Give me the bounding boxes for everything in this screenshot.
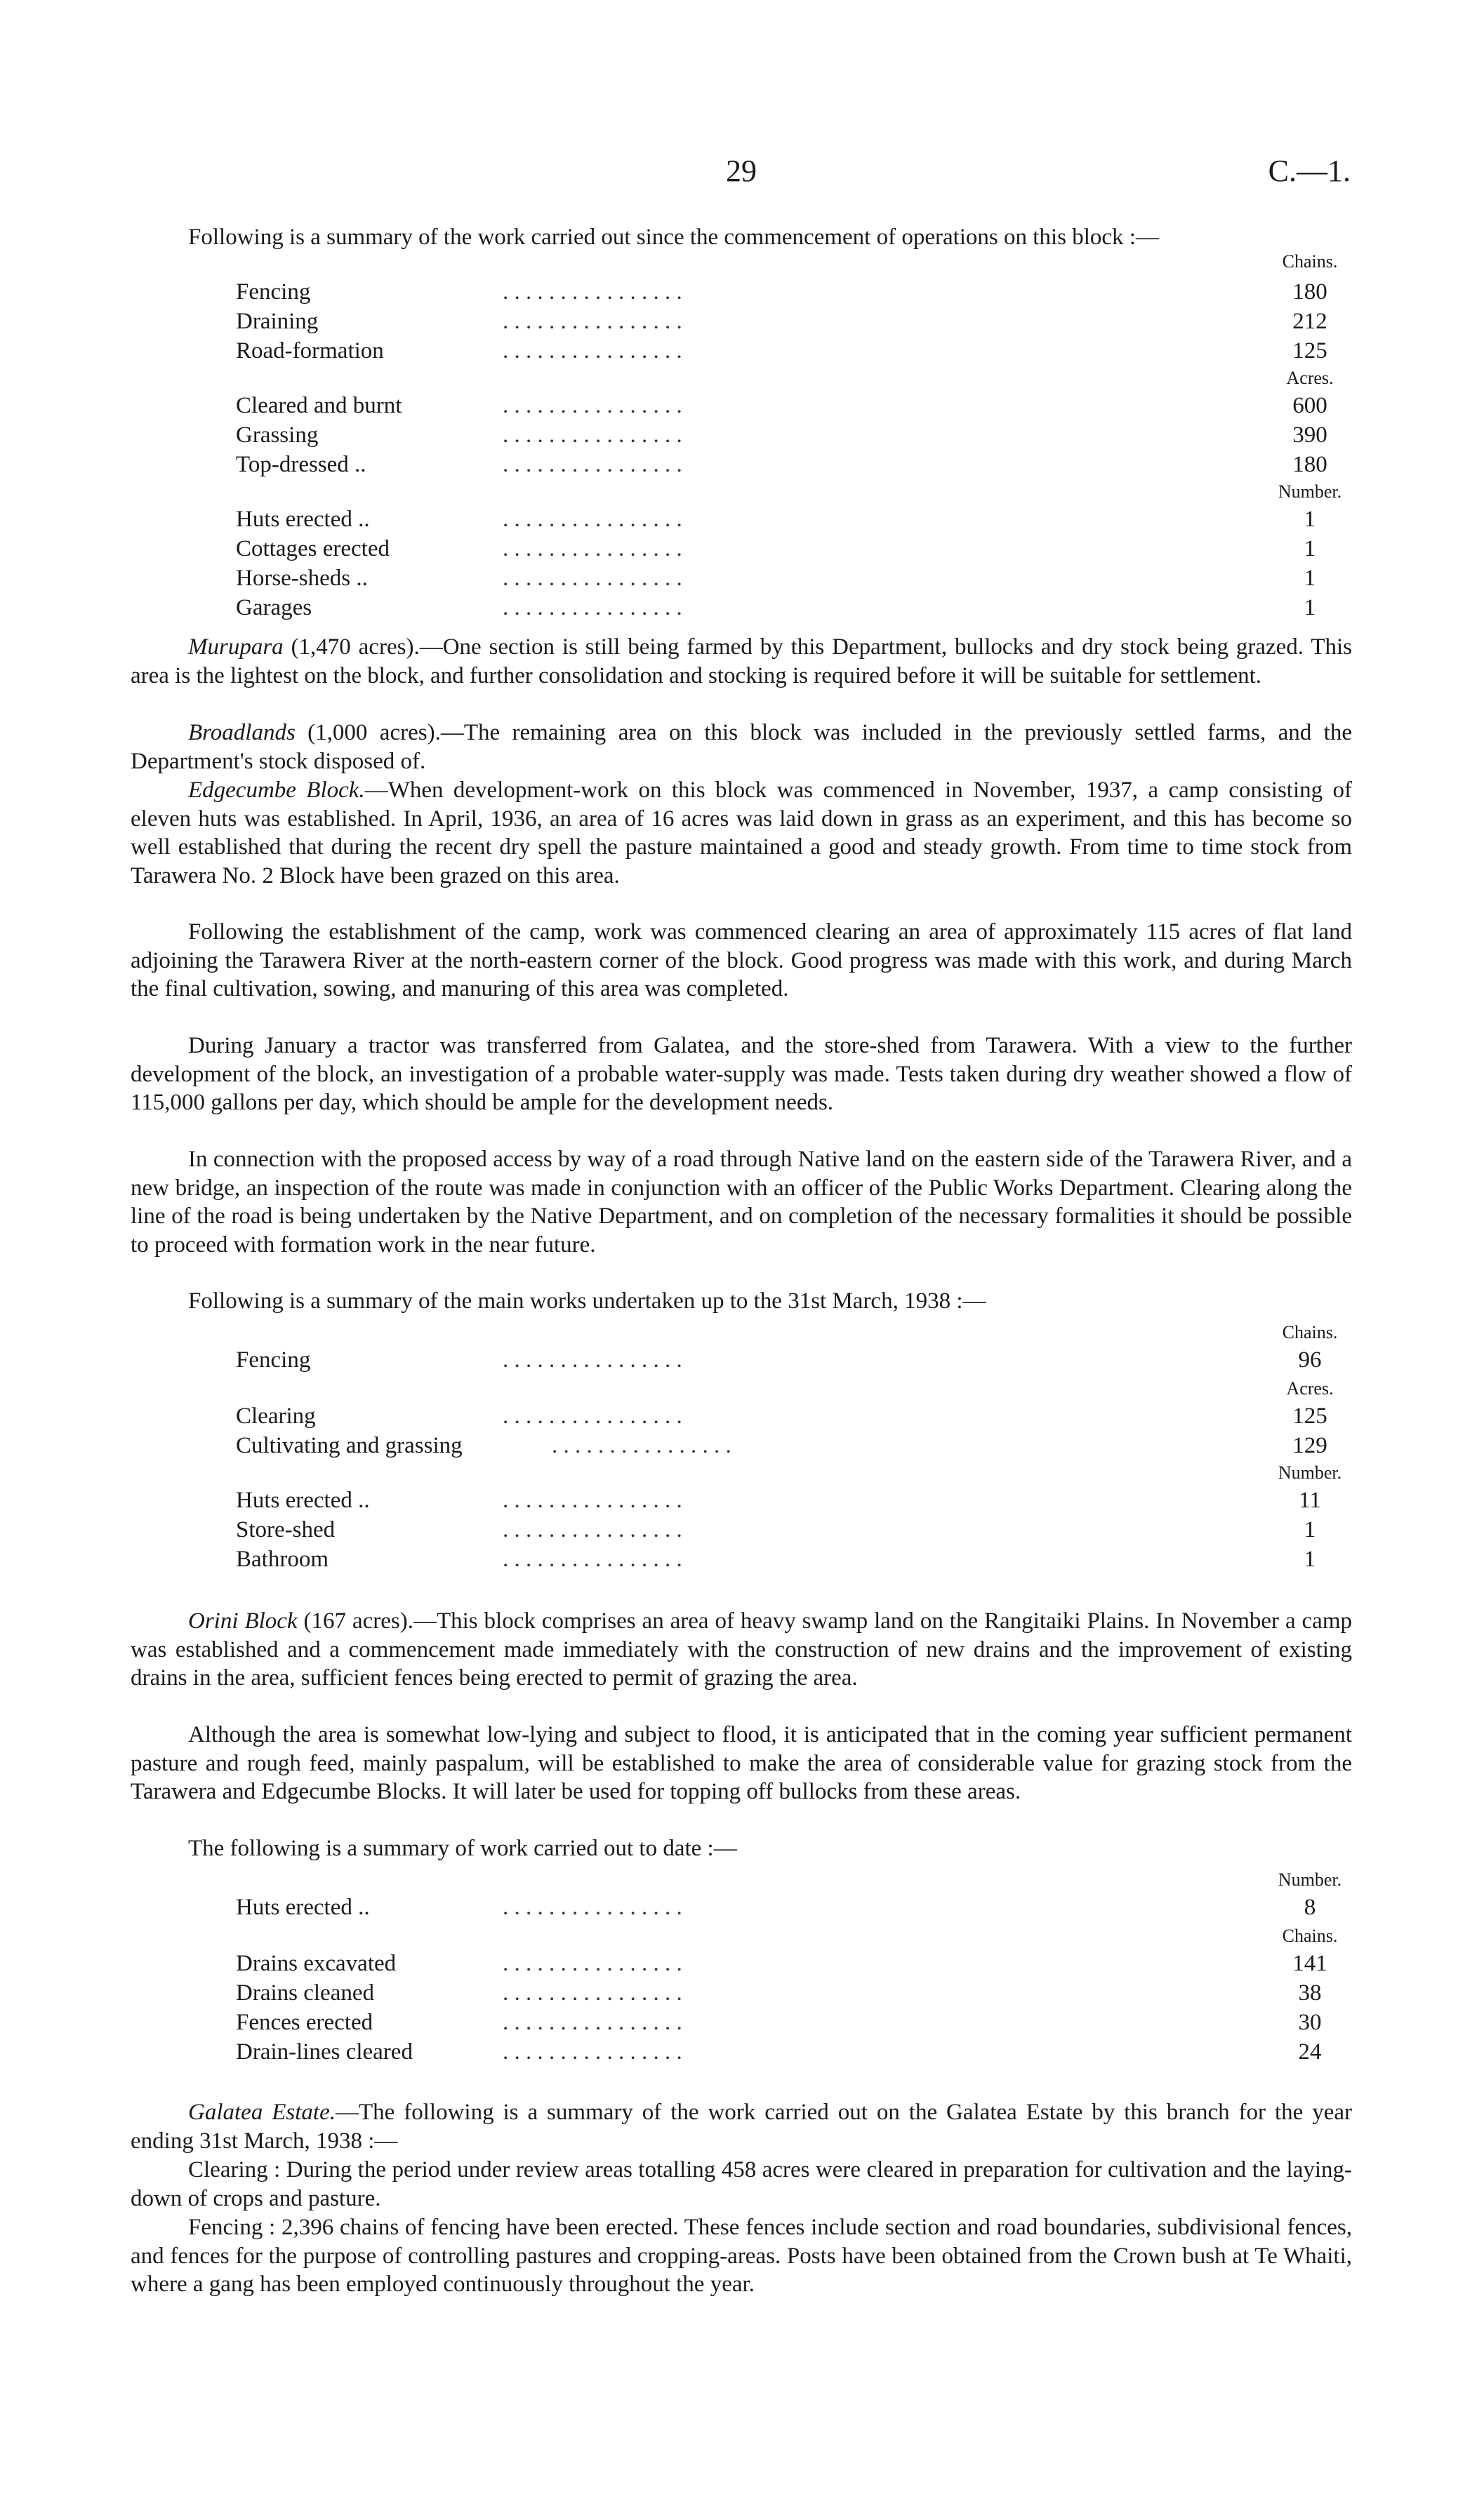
table-row: Grassing . . . . . . . . . . . . . . . . 390 — [236, 422, 1327, 448]
edgecumbe-paragraph-3: During January a tractor was transferred from Galatea, and the store-shed from Tarawera. With a view to the further development of the block, an investigation of a probable water-supply was made. Tests taken during dry weather showed a flow of 115,000 gallons per day, which should be ample for the development needs. — [131, 1033, 1352, 1115]
unit-header: Acres. — [1286, 368, 1334, 388]
orini-paragraph-1: Orini Block (167 acres).—This block comprises an area of heavy swamp land on the Rangitaiki Plains. In November a camp was established and a commencement made immediately with the construction of new drains and the improvement of existing drains in the area, sufficient fences being erected to permit of grazing the area. — [131, 1608, 1352, 1691]
unit-header: Chains. — [1282, 1322, 1338, 1342]
orini-paragraph-3: The following is a summary of work carried out to date :— — [188, 1836, 737, 1861]
table-row: Fencing . . . . . . . . . . . . . . . . 180 — [236, 279, 1327, 305]
table-row: Draining . . . . . . . . . . . . . . . . 212 — [236, 309, 1327, 334]
document-reference: C.—1. — [1268, 154, 1351, 188]
orini-paragraph-2: Although the area is somewhat low-lying and subject to flood, it is anticipated that in the coming year sufficient permanent pasture and rough feed, mainly paspalum, will be established to make the area of considerable value for grazing stock from the Tarawera and Edgecumbe Blocks. It will later be used for topping off bullocks from these areas. — [131, 1722, 1352, 1804]
table-row: Bathroom . . . . . . . . . . . . . . . . 1 — [236, 1547, 1316, 1572]
page-number: 29 — [726, 154, 757, 188]
table-row: Horse-sheds .. . . . . . . . . . . . . . . . . 1 — [236, 566, 1316, 591]
table-row: Garages . . . . . . . . . . . . . . . . 1 — [236, 595, 1316, 620]
edgecumbe-paragraph-5: Following is a summary of the main works undertaken up to the 31st March, 1938 :— — [188, 1288, 986, 1314]
edgecumbe-paragraph-4: In connection with the proposed access by way of a road through Native land on the eastern side of the Tarawera River, and a new bridge, an inspection of the route was made in conjunction with an officer of the Public Works Department. Clearing along the line of the road is being undertaken by the Native Department, and on completion of the necessary formalities it should be possible to proceed with formation work in the near future. — [131, 1147, 1352, 1258]
table-row: Cultivating and grassing . . . . . . . . . . . . . . . . 129 — [236, 1433, 1327, 1458]
murupara-paragraph: Murupara (1,470 acres).—One section is still being farmed by this Department, bullocks and dry stock being grazed. This area is the lightest on the block, and further consolidation and stocking is required before it will be suitable for settlement. — [131, 634, 1352, 688]
table-row: Huts erected .. . . . . . . . . . . . . . . . . 8 — [236, 1895, 1316, 1920]
table-row: Drain-lines cleared . . . . . . . . . . . . . . . . 24 — [236, 2039, 1322, 2065]
table-row: Drains excavated . . . . . . . . . . . . . . . . 141 — [236, 1951, 1327, 1976]
galatea-paragraph-1: Galatea Estate.—The following is a summary of the work carried out on the Galatea Estate by this branch for the year ending 31st March, 1938 :— — [131, 2100, 1352, 2154]
table-row: Fences erected . . . . . . . . . . . . . . . . 30 — [236, 2010, 1322, 2035]
unit-header: Number. — [1278, 1869, 1342, 1890]
edgecumbe-paragraph-2: Following the establishment of the camp, work was commenced clearing an area of approximately 115 acres of flat land adjoining the Tarawera River at the north-eastern corner of the block. Good progress was made with this work, and during March the final cultivation, sowing, and manuring of this area was completed. — [131, 919, 1352, 1001]
table-row: Cottages erected . . . . . . . . . . . . . . . . 1 — [236, 536, 1316, 561]
unit-header: Number. — [1278, 1462, 1342, 1483]
unit-header: Chains. — [1282, 1926, 1338, 1946]
table-row: Huts erected .. . . . . . . . . . . . . . . . . 11 — [236, 1488, 1321, 1513]
galatea-paragraph-3: Fencing : 2,396 chains of fencing have been erected. These fences include section and road boundaries, subdivisional fences, and fences for the purpose of controlling pastures and cropping-areas. Posts have been obtained from the Crown bush at Te Whaiti, where a gang has been employed continuously throughout the year. — [131, 2215, 1352, 2297]
table-row: Cleared and burnt . . . . . . . . . . . . . . . . 600 — [236, 393, 1327, 418]
table-row: Drains cleaned . . . . . . . . . . . . . . . . 38 — [236, 1980, 1322, 2006]
table-row: Road-formation . . . . . . . . . . . . . . . . 125 — [236, 338, 1327, 364]
intro-paragraph: Following is a summary of the work carried out since the commencement of operations on this block :— — [188, 225, 1159, 250]
table-row: Huts erected .. . . . . . . . . . . . . . . . . 1 — [236, 507, 1316, 532]
unit-header: Chains. — [1282, 251, 1338, 272]
table-row: Top-dressed .. . . . . . . . . . . . . . . . . 180 — [236, 452, 1327, 477]
table-row: Fencing . . . . . . . . . . . . . . . . 96 — [236, 1347, 1322, 1373]
unit-header: Number. — [1278, 481, 1342, 502]
broadlands-paragraph: Broadlands (1,000 acres).—The remaining area on this block was included in the previously settled farms, and the Department's stock disposed of. — [131, 720, 1352, 774]
table-row: Clearing . . . . . . . . . . . . . . . . 125 — [236, 1404, 1327, 1429]
unit-header: Acres. — [1286, 1378, 1334, 1399]
edgecumbe-paragraph-1: Edgecumbe Block.—When development-work on this block was commenced in November, 1937, a camp consisting of eleven huts was established. In April, 1936, an area of 16 acres was laid down in grass as an experiment, and this has become so well established that during the recent dry spell the pasture maintained a good and steady growth. From time to time stock from Tarawera No. 2 Block have been grazed on this area. — [131, 778, 1352, 888]
galatea-paragraph-2: Clearing : During the period under review areas totalling 458 acres were cleared in preparation for cultivation and the laying-down of crops and pasture. — [131, 2157, 1352, 2211]
table-row: Store-shed . . . . . . . . . . . . . . . . 1 — [236, 1517, 1316, 1542]
